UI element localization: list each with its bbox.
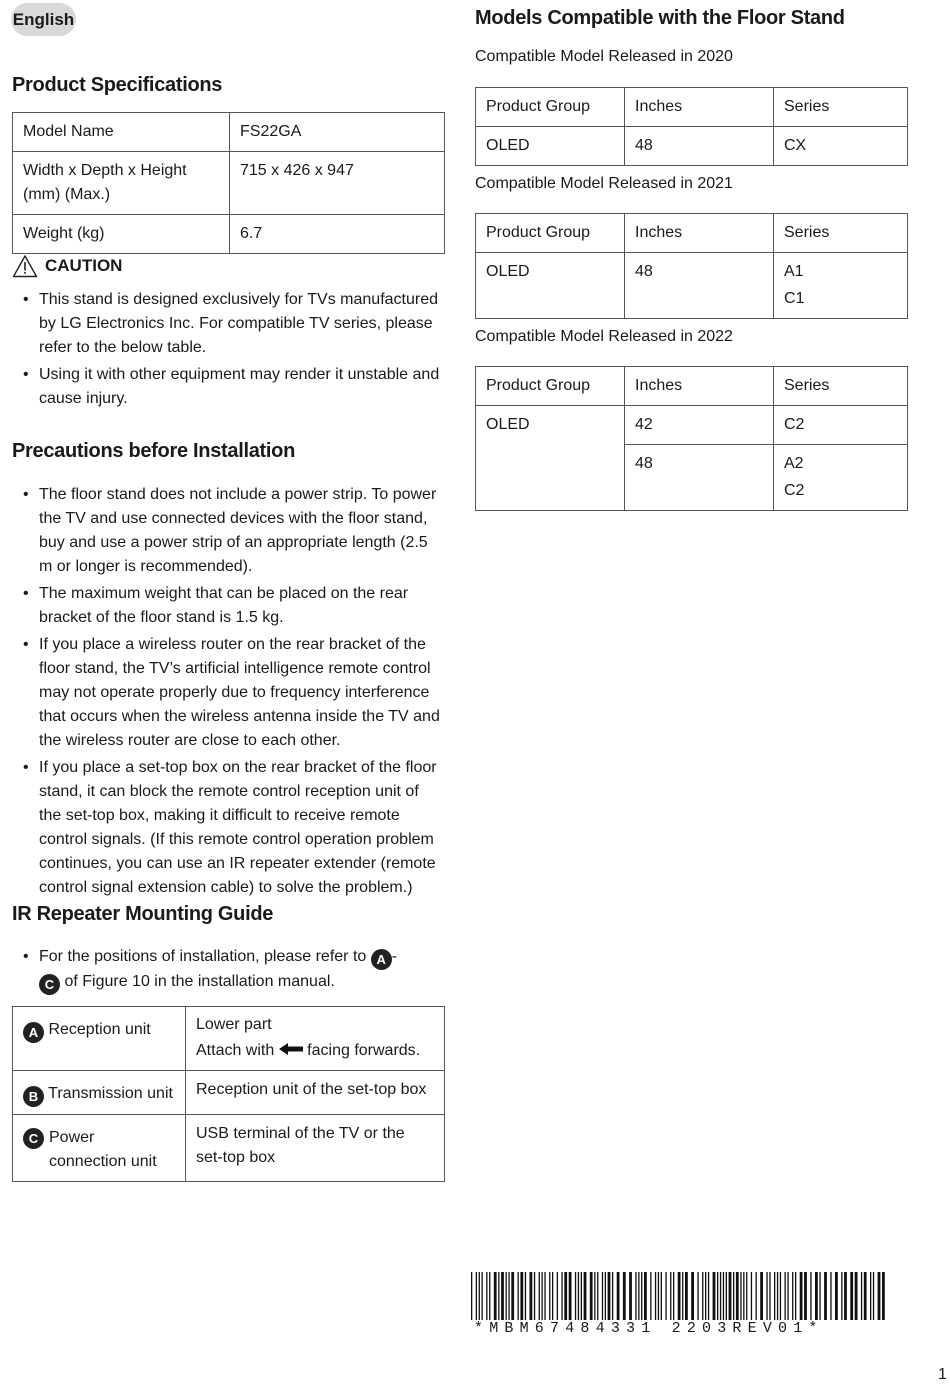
barcode-bar <box>766 1272 767 1320</box>
barcode-bar <box>769 1272 770 1320</box>
barcode-bar <box>471 1272 472 1320</box>
barcode-bar <box>708 1272 709 1320</box>
series-cell: CX <box>774 127 908 166</box>
barcode-bar <box>736 1272 739 1320</box>
spec-label: Model Name <box>13 113 230 152</box>
barcode-bar <box>844 1272 847 1320</box>
barcode-bar <box>561 1272 562 1320</box>
header-cell: Inches <box>625 367 774 406</box>
barcode-bar <box>830 1272 831 1320</box>
barcode-bar <box>578 1272 579 1320</box>
barcode-bar <box>594 1272 595 1320</box>
barcode-bar <box>635 1272 636 1320</box>
list-item: • If you place a set-top box on the rear bracket of the floor stand, it can block the remote control reception unit of the set-top box, making it difficult to receive remote control signals. (If this remote control operation problem continues, you can use an IR repeater extender (remote control signal extension cable) to solve the problem.) <box>12 756 444 900</box>
marker-a-icon: A <box>23 1022 44 1043</box>
barcode-bar <box>584 1272 587 1320</box>
barcode-bar <box>605 1272 606 1320</box>
ir-guide-table <box>12 1006 445 1182</box>
barcode-bar <box>870 1272 871 1320</box>
barcode-bar <box>678 1272 681 1320</box>
inches-cell: 48 <box>625 253 774 319</box>
language-badge: English <box>11 3 76 36</box>
ir-unit-cell <box>13 1071 186 1115</box>
table-row <box>476 253 908 319</box>
caution-heading <box>12 253 122 279</box>
spec-label: Width x Depth x Height (mm) (Max.) <box>13 152 230 215</box>
series-value: A2 <box>784 455 804 472</box>
barcode-bar <box>644 1272 647 1320</box>
barcode-bar <box>506 1272 507 1320</box>
barcode-bar <box>498 1272 499 1320</box>
barcode-bar <box>685 1272 688 1320</box>
ir-unit-label: Reception unit <box>48 1021 151 1038</box>
barcode-bar <box>602 1272 603 1320</box>
ir-unit-label: Power connection unit <box>49 1129 157 1170</box>
marker-c-icon: C <box>23 1128 44 1149</box>
table-row <box>476 127 908 166</box>
barcode-bar <box>787 1272 788 1320</box>
table-row <box>13 1115 445 1182</box>
series-value: C1 <box>784 290 805 307</box>
list-item: • If you place a wireless router on the rear bracket of the floor stand, the TV’s artificial intelligence remote control may not operate properly due to frequency interference that occurs when the wireless antenna inside the TV and the wireless router are close to each other. <box>12 633 444 753</box>
ir-unit-cell <box>13 1007 186 1071</box>
barcode-bar <box>590 1272 593 1320</box>
warning-triangle-icon <box>12 254 38 278</box>
product-specs-table <box>12 112 445 254</box>
ir-desc-text: Attach with <box>196 1042 275 1059</box>
ir-unit-cell <box>13 1115 186 1182</box>
barcode-bar <box>597 1272 598 1320</box>
barcode-bar <box>638 1272 639 1320</box>
caption-2021: Compatible Model Released in 2021 <box>475 175 733 192</box>
ir-desc-cell <box>186 1007 445 1071</box>
barcode-bar <box>530 1272 533 1320</box>
barcode-bar <box>743 1272 744 1320</box>
barcode-bar <box>819 1272 820 1320</box>
barcode-bar <box>511 1272 514 1320</box>
barcode-bar <box>774 1272 775 1320</box>
page-number: 1 <box>938 1366 947 1383</box>
header-cell: Series <box>774 214 908 253</box>
barcode-bar <box>673 1272 674 1320</box>
precautions-list <box>12 483 444 903</box>
barcode-bar <box>697 1272 698 1320</box>
table-row <box>13 215 445 254</box>
compat-table-2022 <box>475 366 908 511</box>
table-row <box>476 406 908 445</box>
series-cell <box>774 253 908 319</box>
barcode-bars <box>471 1272 886 1320</box>
barcode-bar <box>705 1272 706 1320</box>
inches-cell: 42 <box>625 406 774 445</box>
barcode-bar <box>476 1272 477 1320</box>
header-cell: Product Group <box>476 367 625 406</box>
barcode-bar <box>682 1272 683 1320</box>
barcode-bar <box>729 1272 732 1320</box>
caution-label: CAUTION <box>45 256 123 275</box>
group-cell: OLED <box>476 253 625 319</box>
barcode-bar <box>520 1272 523 1320</box>
inches-cell: 48 <box>625 445 774 511</box>
barcode-bar <box>581 1272 582 1320</box>
barcode-bar <box>525 1272 526 1320</box>
barcode-bar <box>539 1272 540 1320</box>
barcode-bar <box>751 1272 752 1320</box>
caption-2022: Compatible Model Released in 2022 <box>475 328 733 345</box>
barcode-bar <box>720 1272 721 1320</box>
inches-cell: 48 <box>625 127 774 166</box>
marker-a-icon: A <box>371 949 392 970</box>
barcode-bar <box>623 1272 626 1320</box>
barcode-bar <box>792 1272 793 1320</box>
barcode-bar <box>482 1272 483 1320</box>
compat-table-2021 <box>475 213 908 319</box>
intro-text: For the positions of installation, please refer to <box>39 948 367 965</box>
barcode-bar <box>612 1272 613 1320</box>
barcode-bar <box>713 1272 716 1320</box>
barcode-bar <box>489 1272 490 1320</box>
list-item <box>12 945 412 995</box>
barcode-bar <box>841 1272 842 1320</box>
barcode-bar <box>726 1272 727 1320</box>
table-row <box>476 88 908 127</box>
barcode-bar <box>670 1272 671 1320</box>
marker-b-icon: B <box>23 1086 44 1107</box>
barcode-bar <box>617 1272 620 1320</box>
barcode-bar <box>661 1272 662 1320</box>
ir-desc-cell: USB terminal of the TV or the set-top box <box>186 1115 445 1182</box>
header-cell: Series <box>774 367 908 406</box>
header-cell: Series <box>774 88 908 127</box>
barcode-bar <box>508 1272 509 1320</box>
barcode-bar <box>629 1272 632 1320</box>
list-item: • The maximum weight that can be placed on the rear bracket of the floor stand is 1.5 kg. <box>12 582 444 630</box>
barcode <box>471 1272 886 1320</box>
table-row <box>476 367 908 406</box>
barcode-bar <box>756 1272 757 1320</box>
barcode-bar <box>864 1272 867 1320</box>
barcode-bar <box>873 1272 874 1320</box>
barcode-bar <box>564 1272 567 1320</box>
barcode-bar <box>494 1272 497 1320</box>
barcode-bar <box>824 1272 827 1320</box>
intro-text-end: of Figure 10 in the installation manual. <box>64 973 335 990</box>
ir-guide-title: IR Repeater Mounting Guide <box>12 903 274 925</box>
precautions-title: Precautions before Installation <box>12 440 295 462</box>
ir-unit-label: Transmission unit <box>48 1085 173 1102</box>
barcode-bar <box>691 1272 694 1320</box>
table-row <box>13 152 445 215</box>
barcode-bar <box>785 1272 786 1320</box>
barcode-bar <box>777 1272 778 1320</box>
barcode-bar <box>658 1272 659 1320</box>
compat-table-2020 <box>475 87 908 166</box>
barcode-bar <box>542 1272 543 1320</box>
spec-value: 6.7 <box>230 215 445 254</box>
barcode-bar <box>850 1272 853 1320</box>
header-cell: Inches <box>625 88 774 127</box>
barcode-bar <box>552 1272 553 1320</box>
header-cell: Product Group <box>476 88 625 127</box>
group-cell: OLED <box>476 406 625 511</box>
series-cell <box>774 445 908 511</box>
barcode-bar <box>501 1272 504 1320</box>
caution-list <box>12 288 442 414</box>
barcode-bar <box>760 1272 763 1320</box>
dash: - <box>391 948 398 965</box>
barcode-bar <box>815 1272 818 1320</box>
table-row <box>13 1071 445 1115</box>
barcode-bar <box>549 1272 550 1320</box>
barcode-bar <box>835 1272 838 1320</box>
barcode-bar <box>723 1272 724 1320</box>
ir-desc-text: facing forwards. <box>307 1042 421 1059</box>
barcode-bar <box>569 1272 572 1320</box>
barcode-bar <box>608 1272 611 1320</box>
ir-desc-cell: Reception unit of the set-top box <box>186 1071 445 1115</box>
barcode-bar <box>800 1272 803 1320</box>
spec-value: 715 x 426 x 947 <box>230 152 445 215</box>
barcode-bar <box>746 1272 747 1320</box>
barcode-bar <box>665 1272 666 1320</box>
barcode-bar <box>702 1272 703 1320</box>
series-value: A1 <box>784 263 804 280</box>
barcode-bar <box>534 1272 535 1320</box>
barcode-bar <box>780 1272 781 1320</box>
ir-desc-line <box>196 1039 434 1063</box>
barcode-bar <box>855 1272 858 1320</box>
barcode-bar <box>650 1272 651 1320</box>
barcode-bar <box>795 1272 796 1320</box>
barcode-bar <box>717 1272 718 1320</box>
spec-value: FS22GA <box>230 113 445 152</box>
barcode-bar <box>575 1272 576 1320</box>
barcode-bar <box>486 1272 487 1320</box>
group-cell: OLED <box>476 127 625 166</box>
barcode-bar <box>641 1272 642 1320</box>
barcode-bar <box>544 1272 545 1320</box>
list-item: • This stand is designed exclusively for TVs manufactured by LG Electronics Inc. For compatible TV series, please refer to the below table. <box>12 288 442 360</box>
barcode-text: *MBM67484331 2203REV01* <box>474 1320 824 1337</box>
series-value: C2 <box>784 482 805 499</box>
list-item: • Using it with other equipment may render it unstable and cause injury. <box>12 363 442 411</box>
barcode-bar <box>733 1272 734 1320</box>
product-specs-title: Product Specifications <box>12 74 223 96</box>
barcode-bar <box>878 1272 881 1320</box>
barcode-bar <box>882 1272 885 1320</box>
barcode-bar <box>804 1272 807 1320</box>
compat-title: Models Compatible with the Floor Stand <box>475 7 845 29</box>
barcode-bar <box>518 1272 519 1320</box>
barcode-bar <box>479 1272 480 1320</box>
barcode-bar <box>740 1272 741 1320</box>
header-cell: Inches <box>625 214 774 253</box>
barcode-bar <box>557 1272 558 1320</box>
header-cell: Product Group <box>476 214 625 253</box>
barcode-bar <box>655 1272 656 1320</box>
ir-desc-line: Lower part <box>196 1016 272 1033</box>
ir-guide-intro <box>12 945 412 998</box>
marker-c-icon: C <box>39 974 60 995</box>
list-item: • The floor stand does not include a power strip. To power the TV and use connected devices with the floor stand, buy and use a power strip of an appropriate length (2.5 m or longer is recommended). <box>12 483 444 579</box>
series-cell: C2 <box>774 406 908 445</box>
table-row <box>13 113 445 152</box>
table-row <box>13 1007 445 1071</box>
left-arrow-icon <box>279 1039 303 1051</box>
spec-label: Weight (kg) <box>13 215 230 254</box>
table-row <box>476 214 908 253</box>
barcode-bar <box>861 1272 862 1320</box>
barcode-bar <box>810 1272 811 1320</box>
caption-2020: Compatible Model Released in 2020 <box>475 48 733 65</box>
